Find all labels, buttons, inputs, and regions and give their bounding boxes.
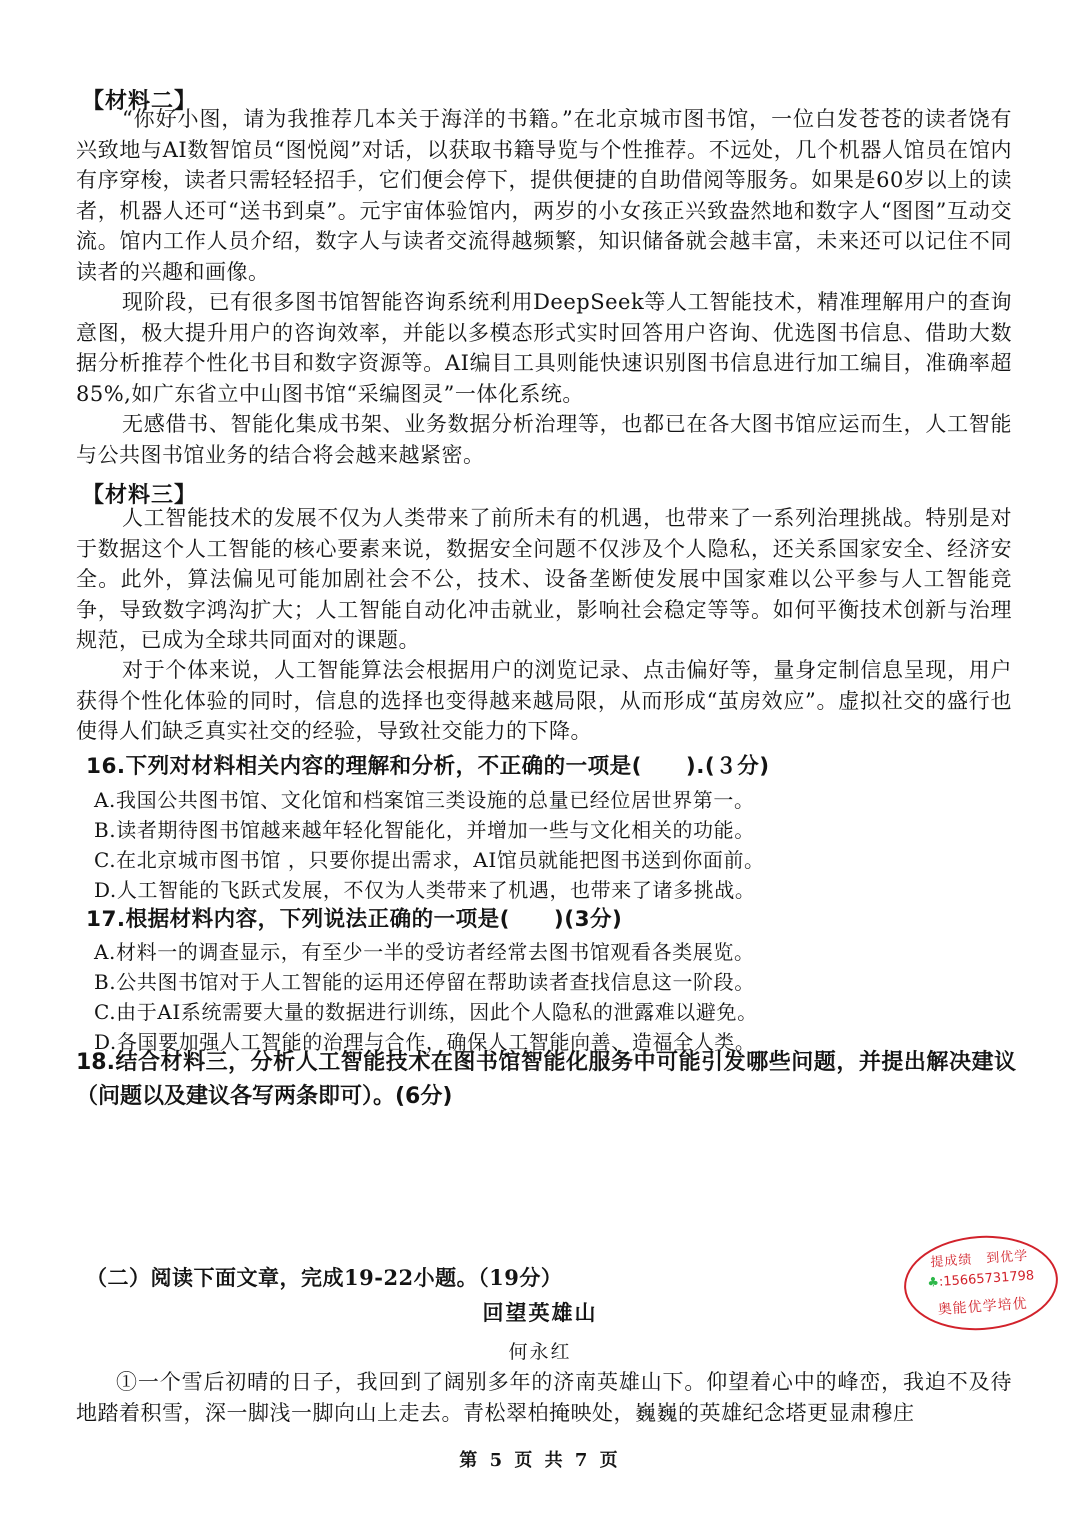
question-17-option-d: D.各国要加强人工智能的治理与合作，确保人工智能向善、造福全人类。: [94, 1030, 756, 1054]
article-paragraph-1: ①一个雪后初晴的日子，我回到了阔别多年的济南英雄山下。仰望着心中的峰峦，我迫不及待地踏着积雪，深一脚浅一脚向山上走去。青松翠柏掩映处，巍巍的英雄纪念塔更显肃穆庄: [76, 1370, 1012, 1425]
part-two-heading: （二）阅读下面文章，完成19-22小题。（19分）: [86, 1265, 563, 1290]
stamp-phone-line: ♣:15665731798: [926, 1268, 1035, 1291]
question-17-stem: 17.根据材料内容，下列说法正确的一项是( )(3分): [86, 907, 623, 932]
question-16-option-d: D.人工智能的飞跃式发展，不仅为人类带来了机遇，也带来了诸多挑战。: [94, 878, 756, 902]
question-16-stem: 16.下列对材料相关内容的理解和分析，不正确的一项是( ).(３分): [86, 754, 770, 779]
stamp-phone: 15665731798: [942, 1268, 1035, 1290]
material2-paragraph-1: “你好小图，请为我推荐几本关于海洋的书籍。”在北京城市图书馆，一位白发苍苍的读者饶有兴致地与AI数智馆员“图悦阅”对话，以获取书籍导览与个性推荐。不远处，几个机器人馆员在馆内有序穿梭，读者只需轻轻招手，它们便会停下，提供便捷的自助借阅等服务。如果是60岁以上的读者，机器人还可“送书到桌”。元宇宙体验馆内，两岁的小女孩正兴致盎然地和数字人“图图”互动交流。馆内工作人员介绍，数字人与读者交流得越频繁，知识储备就会越丰富，未来还可以记住不同读者的兴趣和画像。: [76, 107, 1012, 284]
question-17-option-a: A.材料一的调查显示，有至少一半的受访者经常去图书馆观看各类展览。: [94, 940, 755, 964]
stamp-name: 奥能优学培优: [937, 1295, 1029, 1319]
question-17-option-c: C.由于AI系统需要大量的数据进行训练，因此个人隐私的泄露难以避免。: [94, 1000, 758, 1024]
page-number: 第 5 页 共 7 页: [459, 1450, 621, 1471]
question-16-option-c: C.在北京城市图书馆 ，只要你提出需求，AI馆员就能把图书送到你面前。: [94, 848, 765, 872]
article-title: 回望英雄山: [482, 1300, 598, 1325]
material3-paragraph-1: 人工智能技术的发展不仅为人类带来了前所未有的机遇，也带来了一系列治理挑战。特别是对于数据这个人工智能的核心要素来说，数据安全问题不仅涉及个人隐私，还关系国家安全、经济安全。此外，算法偏见可能加剧社会不公，技术、设备垄断使发展中国家难以公平参与人工智能竞争，导致数字鸿沟扩大；人工智能自动化冲击就业，影响社会稳定等等。如何平衡技术创新与治理规范，已成为全球共同面对的课题。: [76, 506, 1012, 652]
wechat-icon: ♣: [926, 1274, 940, 1291]
stamp-slogan: 提成绩 到优学: [929, 1248, 1029, 1271]
material3-heading: 【材料三】: [82, 482, 198, 508]
question-16-option-a: A.我国公共图书馆、文化馆和档案馆三类设施的总量已经位居世界第一。: [94, 788, 755, 812]
question-18: 18.结合材料三，分析人工智能技术在图书馆智能化服务中可能引发哪些问题，并提出解决建议（问题以及建议各写两条即可）。(6分): [76, 1050, 1016, 1109]
material3-paragraph-2: 对于个体来说，人工智能算法会根据用户的浏览记录、点击偏好等，量身定制信息呈现，用户获得个性化体验的同时，信息的选择也变得越来越局限，从而形成“茧房效应”。虚拟社交的盛行也使得人们缺乏真实社交的经验，导致社交能力的下降。: [76, 658, 1012, 743]
question-16-option-b: B.读者期待图书馆越来越年轻化智能化，并增加一些与文化相关的功能。: [94, 818, 755, 842]
material2-heading: 【材料二】: [82, 88, 198, 114]
material2-paragraph-2: 现阶段，已有很多图书馆智能咨询系统利用DeepSeek等人工智能技术，精准理解用户的查询意图，极大提升用户的咨询效率，并能以多模态形式实时回答用户咨询、优选图书信息、借助大数据分析推荐个性化书目和数字资源等。AI编目工具则能快速识别图书信息进行加工编目，准确率超85%,如广东省立中山图书馆“采编图灵”一体化系统。: [76, 290, 1012, 406]
material2-paragraph-3: 无感借书、智能化集成书架、业务数据分析治理等，也都已在各大图书馆应运而生，人工智能与公共图书馆业务的结合将会越来越紧密。: [76, 412, 1012, 467]
question-17-option-b: B.公共图书馆对于人工智能的运用还停留在帮助读者查找信息这一阶段。: [94, 970, 755, 994]
article-author: 何永红: [508, 1341, 572, 1363]
